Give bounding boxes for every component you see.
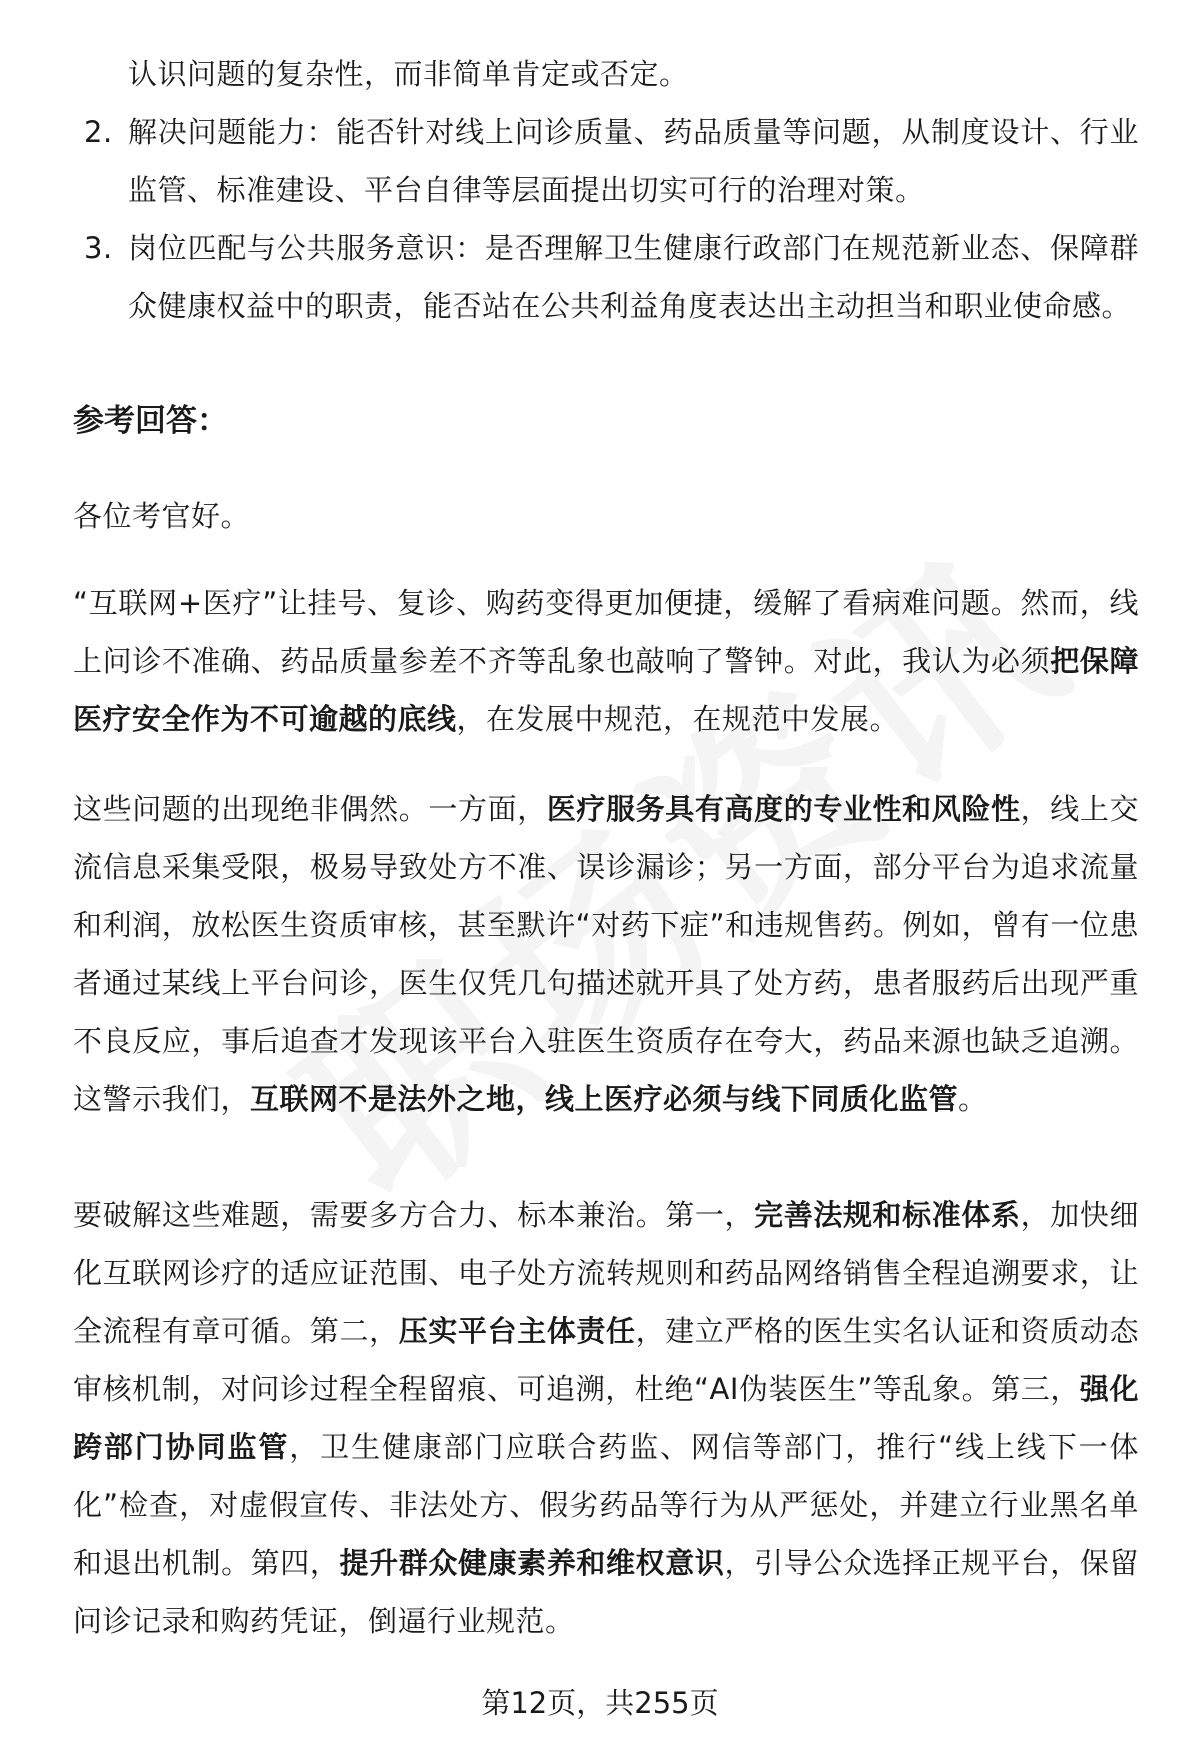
- text-run: 。: [958, 1082, 988, 1116]
- emphasis-text: 压实平台主体责任: [398, 1314, 636, 1348]
- section-heading: 参考回答：: [73, 403, 228, 439]
- intro-paragraph: [73, 574, 1139, 748]
- text-run: 这些问题的出现绝非偶然。一方面，: [73, 792, 547, 826]
- measures-paragraph: [73, 1186, 1139, 1650]
- emphasis-text: 互联网不是法外之地，线上医疗必须与线下同质化监管: [250, 1082, 959, 1116]
- list-item-number: 2.: [84, 115, 113, 149]
- text-run: ，线上交流信息采集受限，极易导致处方不准、误诊漏诊；另一方面，部分平台为追求流量和利润，放松医生资质审核，甚至默许“对药下症”和违规售药。例如，曾有一位患者通过某线上平台问诊，医生仅凭几句描述就开具了处方药，患者服药后出现严重不良反应，事后追查才发现该平台入驻医生资质存在夸大，药品来源也缺乏追溯。这警示我们，: [73, 792, 1139, 1116]
- text-run: 要破解这些难题，需要多方合力、标本兼治。第一，: [73, 1198, 755, 1232]
- greeting-paragraph: 各位考官好。: [73, 499, 251, 533]
- analysis-paragraph: [73, 780, 1139, 1128]
- list-item-number: 3.: [84, 231, 113, 265]
- list-item-text: 岗位匹配与公共服务意识：是否理解卫生健康行政部门在规范新业态、保障群众健康权益中的职责，能否站在公共利益角度表达出主动担当和职业使命感。: [128, 231, 1139, 323]
- text-run: “互联网+医疗”让挂号、复诊、购药变得更加便捷，缓解了看病难问题。然而，线上问诊不准确、药品质量参差不齐等乱象也敲响了警钟。对此，我认为必须: [73, 586, 1139, 678]
- list-item: [84, 219, 1139, 335]
- continuation-text: 认识问题的复杂性，而非简单肯定或否定。: [128, 57, 689, 91]
- text-run: ，加快细化互联网诊疗的适应证范围、电子处方流转规则和药品网络销售全程追溯要求，让全流程有章可循。第二，: [73, 1198, 1139, 1348]
- text-run: ，卫生健康部门应联合药监、网信等部门，推行“线上线下一体化”检查，对虚假宣传、非法处方、假劣药品等行为从严惩处，并建立行业黑名单和退出机制。第四，: [73, 1430, 1139, 1580]
- emphasis-text: 提升群众健康素养和维权意识: [339, 1546, 725, 1580]
- page-number: 第12页，共255页: [481, 1686, 719, 1720]
- emphasis-text: 把保障医疗安全作为不可逾越的底线: [73, 644, 1139, 736]
- text-run: ，建立严格的医生实名认证和资质动态审核机制，对问诊过程全程留痕、可追溯，杜绝“AI伪装医生”等乱象。第三，: [73, 1314, 1139, 1406]
- emphasis-text: 医疗服务具有高度的专业性和风险性: [546, 792, 1021, 826]
- emphasis-text: 完善法规和标准体系: [754, 1198, 1021, 1232]
- emphasis-text: 强化跨部门协同监管: [73, 1372, 1139, 1464]
- text-run: ，在发展中规范，在规范中发展。: [456, 702, 900, 736]
- list-item-text: 解决问题能力：能否针对线上问诊质量、药品质量等问题，从制度设计、行业监管、标准建设、平台自律等层面提出切实可行的治理对策。: [128, 115, 1139, 207]
- text-run: ，引导公众选择正规平台，保留问诊记录和购药凭证，倒逼行业规范。: [73, 1546, 1139, 1638]
- list-item: [84, 103, 1139, 219]
